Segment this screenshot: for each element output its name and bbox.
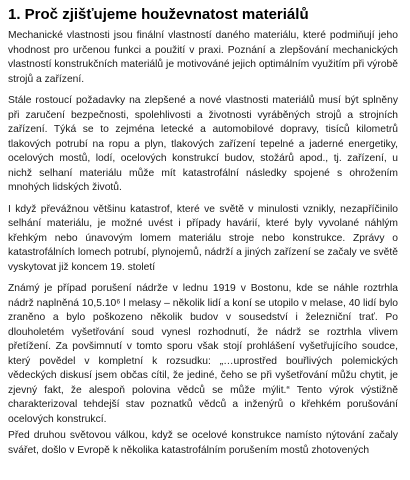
paragraph-boston-tank: Známý je případ porušení nádrže v lednu 1919 v Bostonu, kde se náhle roztrhla nádrž naplněná 10,5.10⁶ l melasy – několik lidí a koní se utopilo v melase, 40 lidí bylo zraněno a bylo poškozeno několik budov v sousedství i železniční trať. Po dlouholetém vyšetřování soud vynesl rozhodnutí, že nádrž se roztrhla vlivem přetížení. Za povšimnutí v tomto sporu však stojí prohlášení vyšetřujícího soudce, který povědel v kompletní k rozsudku: „…uprostřed bouřlivých polemických vědeckých diskusí jsem občas cítil, že jediné, čeho se při vyšetřování můžu chytit, je zjevný fakt, že alespoň polovina vědců se může mýlit.“ Tento výrok výstižně charakterizoval tehdejší stav poznatků vědců a inženýrů o křehkém porušování ocelových konstrukcí. bbox=[8, 283, 398, 425]
paragraph-welded-bridges: Před druhou světovou válkou, když se ocelové konstrukce namísto nýtování začaly svářet, došlo v Evropě k několika katastrofálním porušením mostů zhotovených bbox=[8, 430, 398, 456]
paragraph-catastrophes: I když převážnou většinu katastrof, které ve světě v minulosti vznikly, nezapříčinilo selhání materiálu, je možné uvést i případy havárií, které byly vyvolané náhlým křehkým nebo únavovým lomem materiálu stroje nebo konstrukce. Zprávy o katastrofálních lomech potrubí, plynojemů, nádrží a jiných zařízení se začaly ve světě vyskytovat již koncem 19. století bbox=[8, 203, 398, 273]
paragraph-safety-requirements: Stále rostoucí požadavky na zlepšené a nové vlastnosti materiálů musí být splněny při zaručení bezpečnosti, spolehlivosti a životnosti vyráběných strojů a strojních zařízení. Týká se to zejména letecké a automobilové dopravy, tisíců kilometrů tlakových potrubí na ropu a plyn, tlakových zařízení tepelné a jaderné energetiky, ocelových mostů, lodí, ocelových konstrukcí budov, stožárů apod., tj. zařízení, u nichž selhaní materiálu může mít katastrofální následky spojené s ohrožením mnohých lidských životů. bbox=[8, 95, 398, 193]
paragraph-mechanical-properties: Mechanické vlastnosti jsou finální vlastností daného materiálu, které podmiňují jeho vhodnost pro určenou funkci a použití v praxi. Poznání a zlepšování mechanických vlastností konstrukčních materiálů je motivováné jejich optimálním využitím při výrobě strojů a zařízení. bbox=[8, 30, 398, 85]
section-heading: 1. Proč zjišťujeme houževnatost materiálů bbox=[8, 6, 309, 23]
